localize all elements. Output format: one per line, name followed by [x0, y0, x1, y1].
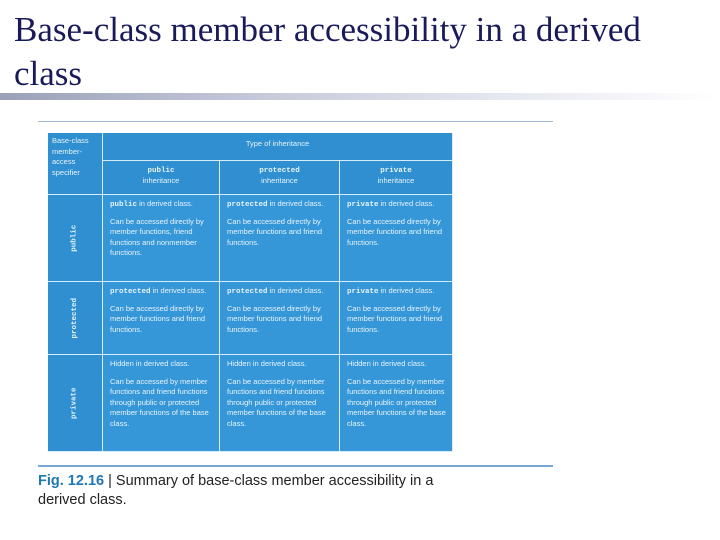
cell-description: Can be accessed directly by member functions and friend functions.: [110, 303, 206, 334]
table-cell: [220, 355, 340, 452]
cell-keyword: protected: [110, 288, 151, 296]
table-cell: [103, 195, 220, 282]
accessibility-table: [48, 133, 453, 452]
slide-title: Base-class member accessibility in a derived class: [14, 10, 641, 93]
cell-description: Can be accessed directly by member functions, friend functions and nonmember functions.: [110, 216, 204, 257]
table-cell: [340, 282, 453, 355]
cell-status: in derived class.: [267, 286, 324, 295]
column-header-protected: [220, 161, 340, 195]
cell-keyword: protected: [227, 201, 268, 209]
cell-description: Can be accessed directly by member functions and friend functions.: [347, 216, 443, 247]
cell-status: in derived class.: [150, 286, 207, 295]
figure-bottom-rule: [38, 465, 553, 467]
column-sublabel: inheritance: [142, 176, 180, 185]
figure-number: Fig. 12.16: [38, 473, 105, 489]
row-label-text: private: [70, 387, 79, 419]
cell-status: in derived class.: [137, 199, 193, 208]
column-sublabel: inheritance: [261, 176, 298, 185]
row-label-public: [48, 195, 103, 282]
column-header-public: [103, 161, 220, 195]
table-cell: [103, 282, 220, 355]
cell-status: in derived class.: [378, 286, 435, 295]
cell-status: Hidden in derived class.: [347, 359, 427, 368]
cell-description: Can be accessed directly by member functions and friend functions.: [347, 303, 443, 334]
column-header-private: [340, 161, 453, 195]
cell-keyword: protected: [227, 288, 268, 296]
cell-description: Can be accessed directly by member functions and friend functions.: [227, 216, 323, 247]
figure-caption: [38, 472, 478, 510]
caption-separator: |: [104, 473, 116, 489]
row-label-text: public: [70, 224, 79, 252]
row-label-text: protected: [70, 297, 79, 339]
table-cell: [220, 282, 340, 355]
column-keyword: protected: [259, 167, 300, 175]
table-cell: [340, 355, 453, 452]
table-cell: [220, 195, 340, 282]
cell-keyword: public: [110, 201, 138, 209]
inheritance-type-header: Type of inheritance: [103, 133, 453, 161]
corner-header: Base-class member-access specifier: [48, 133, 103, 195]
column-sublabel: inheritance: [377, 176, 415, 185]
cell-status: in derived class.: [378, 199, 435, 208]
table-cell: [340, 195, 453, 282]
cell-status: Hidden in derived class.: [227, 359, 307, 368]
cell-description: Can be accessed by member functions and friend functions through public or protected member functions of the base class.: [110, 376, 209, 428]
title-underline: [0, 93, 720, 100]
cell-status: Hidden in derived class.: [110, 359, 190, 368]
cell-status: in derived class.: [267, 199, 324, 208]
cell-keyword: private: [347, 201, 379, 209]
caption-text: Summary of base-class member accessibility in a derived class.: [38, 473, 434, 508]
column-keyword: public: [147, 167, 175, 175]
row-label-protected: [48, 282, 103, 355]
row-label-private: [48, 355, 103, 452]
column-keyword: private: [380, 167, 412, 175]
cell-keyword: private: [347, 288, 379, 296]
figure-top-rule: [38, 121, 553, 122]
cell-description: Can be accessed directly by member functions and friend functions.: [227, 303, 323, 334]
table-cell: [103, 355, 220, 452]
cell-description: Can be accessed by member functions and friend functions through public or protected member functions of the base class.: [347, 376, 446, 428]
cell-description: Can be accessed by member functions and friend functions through public or protected member functions of the base class.: [227, 376, 326, 428]
